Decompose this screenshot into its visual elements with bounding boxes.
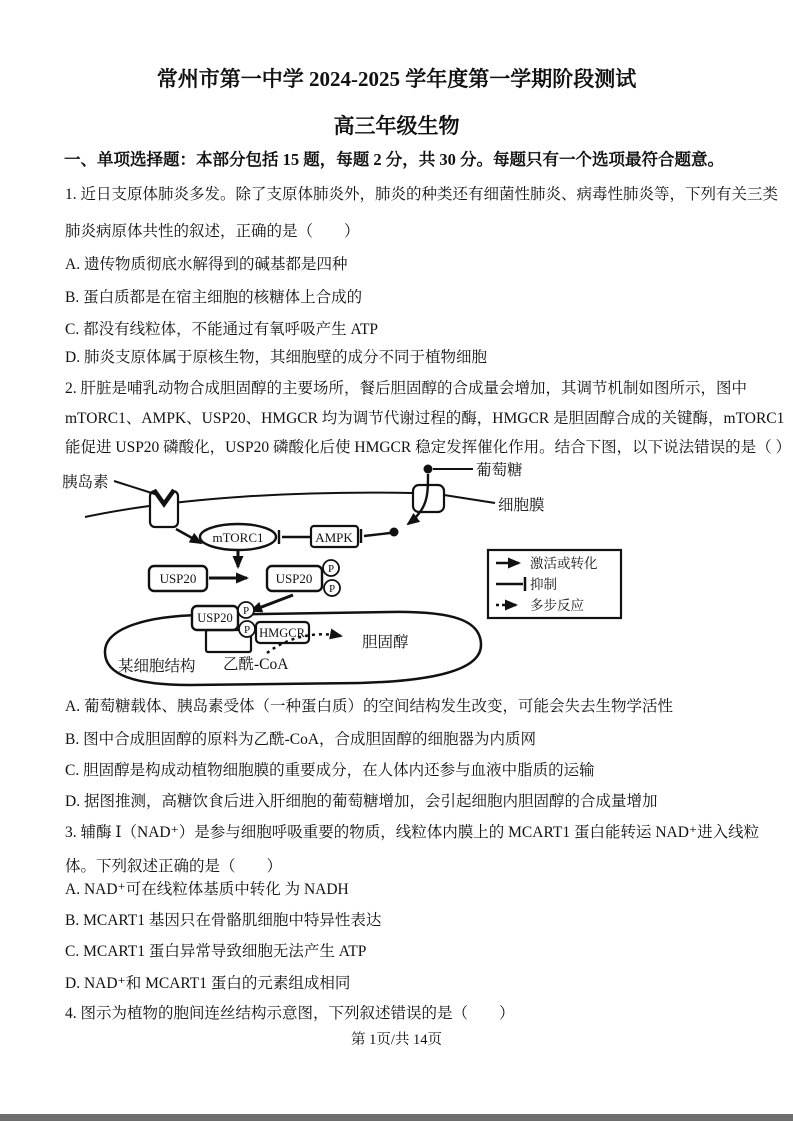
glucose-transporter-icon bbox=[408, 474, 444, 524]
ampk-node bbox=[311, 526, 358, 547]
q1-stem-line2: 肺炎病原体共性的叙述，正确的是（ ） bbox=[65, 223, 360, 240]
ampk-inhibits-mtorc1 bbox=[279, 530, 311, 544]
svg-text:USP20: USP20 bbox=[197, 611, 233, 625]
cell-structure-label: 某细胞结构 bbox=[118, 658, 196, 675]
q3-stem-line2: 体。下列叙述正确的是（ ） bbox=[65, 858, 283, 875]
q3-option-c: C. MCART1 蛋白异常导致细胞无法产生 ATP bbox=[65, 943, 367, 960]
q2-stem-line2: mTORC1、AMPK、USP20、HMGCR 均为调节代谢过程的酶，HMGCR 是胆固醇合成的关键酶，mTORC1 bbox=[65, 410, 785, 427]
svg-text:USP20: USP20 bbox=[275, 571, 313, 586]
hmgcr-node bbox=[256, 622, 309, 643]
q2-stem-line1: 2. 肝脏是哺乳动物合成胆固醇的主要场所，餐后胆固醇的合成量会增加，其调节机制如图所示，图中 bbox=[65, 380, 748, 397]
phosphate-badge: P bbox=[328, 583, 336, 595]
exam-title-line2: 高三年级生物 bbox=[333, 114, 460, 138]
q2-option-d: D. 据图推测，高糖饮食后进入肝细胞的葡萄糖增加，会引起细胞内胆固醇的合成量增加 bbox=[65, 793, 658, 810]
membrane-label: 细胞膜 bbox=[498, 497, 545, 514]
legend-multistep-label: 多步反应 bbox=[530, 598, 584, 613]
q2-option-c: C. 胆固醇是构成动植物细胞膜的重要成分，在人体内还参与血液中脂质的运输 bbox=[65, 762, 595, 779]
usp20-phosphorylated-node bbox=[267, 560, 340, 596]
cholesterol-label: 胆固醇 bbox=[362, 634, 409, 651]
mtorc1-node bbox=[200, 524, 276, 550]
usp20-translocation-arrow bbox=[251, 595, 293, 611]
receptor-to-mtorc1-arrow bbox=[176, 529, 201, 543]
glucose-inhibits-ampk bbox=[361, 528, 399, 544]
page-footer: 第 1页/共 14页 bbox=[350, 1032, 443, 1048]
q1-option-a: A. 遗传物质彻底水解得到的碱基都是四种 bbox=[65, 256, 348, 273]
window-bottom-edge bbox=[0, 1114, 793, 1121]
ampk-label: AMPK bbox=[315, 530, 353, 545]
legend-inhibit-label: 抑制 bbox=[530, 577, 557, 592]
usp20-unphosphorylated-node bbox=[149, 566, 207, 591]
legend-activate-label: 激活或转化 bbox=[530, 556, 598, 571]
q2-option-a: A. 葡萄糖载体、胰岛素受体（一种蛋白质）的空间结构发生改变，可能会失去生物学活性 bbox=[65, 698, 673, 715]
svg-text:USP20: USP20 bbox=[159, 571, 197, 586]
glucose-dot bbox=[424, 465, 433, 474]
svg-text:HMGCR: HMGCR bbox=[259, 626, 305, 640]
acetyl-coa-label: 乙酰-CoA bbox=[223, 656, 289, 673]
exam-title-line1: 常州市第一中学 2024-2025 学年度第一学期阶段测试 bbox=[156, 67, 637, 91]
diagram-legend bbox=[488, 550, 621, 618]
q1-option-c: C. 都没有线粒体，不能通过有氧呼吸产生 ATP bbox=[65, 321, 379, 338]
q1-stem-line1: 1. 近日支原体肺炎多发。除了支原体肺炎外，肺炎的种类还有细菌性肺炎、病毒性肺炎等，下列有关三类 bbox=[65, 186, 779, 203]
q3-option-d: D. NAD⁺和 MCART1 蛋白的元素组成相同 bbox=[65, 975, 351, 992]
phosphate-badge: P bbox=[242, 605, 250, 617]
q3-option-b: B. MCART1 基因只在骨骼肌细胞中特异性表达 bbox=[65, 912, 382, 929]
section-heading: 一、单项选择题：本部分包括 15 题，每题 2 分，共 30 分。每题只有一个选项最符合题意。 bbox=[64, 150, 724, 169]
q2-cholesterol-pathway-diagram bbox=[60, 455, 640, 695]
q1-option-d: D. 肺炎支原体属于原核生物，其细胞壁的成分不同于植物细胞 bbox=[65, 349, 487, 366]
q4-stem-line1: 4. 图示为植物的胞间连丝结构示意图，下列叙述错误的是（ ） bbox=[65, 1005, 515, 1022]
q3-stem-line1: 3. 辅酶 Ⅰ（NAD⁺）是参与细胞呼吸重要的物质，线粒体内膜上的 MCART1 蛋白能转运 NAD⁺进入线粒 bbox=[65, 824, 760, 841]
mtorc1-label: mTORC1 bbox=[212, 530, 264, 545]
insulin-label: 胰岛素 bbox=[62, 474, 109, 491]
q2-stem-line3: 能促进 USP20 磷酸化，USP20 磷酸化后使 HMGCR 稳定发挥催化作用。结合下图，以下说法错误的是（ ） bbox=[65, 439, 791, 456]
q2-option-b: B. 图中合成胆固醇的原料为乙酰-CoA，合成胆固醇的细胞器为内质网 bbox=[65, 731, 537, 748]
phosphate-badge: P bbox=[243, 624, 251, 636]
insulin-pointer-line bbox=[114, 481, 158, 495]
q3-option-a: A. NAD⁺可在线粒体基质中转化 为 NADH bbox=[65, 881, 349, 898]
q1-option-b: B. 蛋白质都是在宿主细胞的核糖体上合成的 bbox=[65, 289, 363, 306]
phosphate-badge: P bbox=[327, 563, 335, 575]
glucose-label: 葡萄糖 bbox=[476, 462, 523, 479]
